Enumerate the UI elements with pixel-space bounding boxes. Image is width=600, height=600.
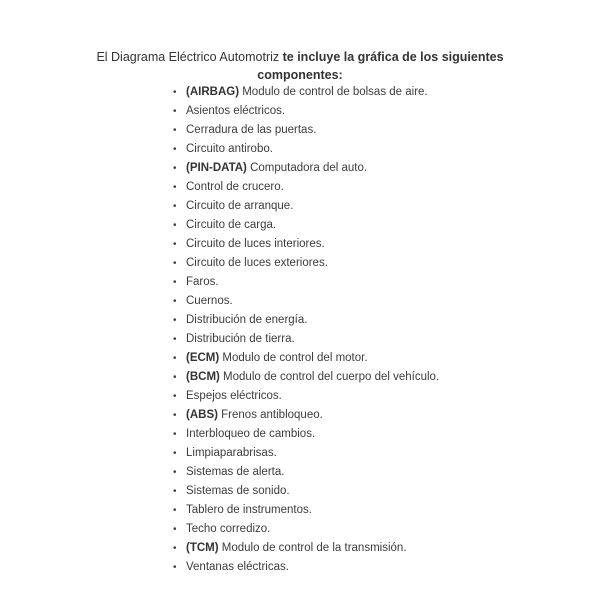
bullet-icon: • (173, 505, 177, 516)
list-item (173, 178, 439, 197)
component-description: Computadora del auto. (246, 162, 368, 174)
component-description: Modulo de control de bolsas de aire. (239, 86, 428, 98)
list-item (173, 140, 439, 159)
bullet-icon: • (173, 315, 177, 326)
component-description: Distribución de energía. (186, 314, 308, 326)
list-item (173, 121, 439, 140)
list-item (173, 482, 439, 501)
list-item (173, 425, 439, 444)
component-description: Circuito de luces exteriores. (186, 257, 328, 269)
list-item (173, 387, 439, 406)
bullet-icon: • (173, 524, 177, 535)
list-item (173, 159, 439, 178)
list-item (173, 330, 439, 349)
bullet-icon: • (173, 543, 177, 554)
bullet-icon: • (173, 448, 177, 459)
component-code: (PIN-DATA) (186, 162, 247, 174)
component-description: Interbloqueo de cambios. (186, 428, 316, 440)
component-description: Faros. (186, 276, 219, 288)
component-description: Circuito antirobo. (186, 143, 273, 155)
component-code: (BCM) (186, 371, 220, 383)
list-item (173, 235, 439, 254)
list-item (173, 463, 439, 482)
intro-bold-text: te incluye la gráfica de los siguientes componentes: (257, 49, 504, 82)
component-description: Sistemas de alerta. (186, 466, 285, 478)
bullet-icon: • (173, 410, 177, 421)
component-description: Espejos eléctricos. (186, 390, 282, 402)
component-description: Circuito de luces interiores. (186, 238, 325, 250)
bullet-icon: • (173, 144, 177, 155)
list-item (173, 406, 439, 425)
bullet-icon: • (173, 220, 177, 231)
list-item (173, 254, 439, 273)
bullet-icon: • (173, 429, 177, 440)
bullet-icon: • (173, 334, 177, 345)
component-description: Modulo de control del motor. (219, 352, 368, 364)
list-item (173, 444, 439, 463)
bullet-icon: • (173, 201, 177, 212)
bullet-icon: • (173, 239, 177, 250)
bullet-icon: • (173, 562, 177, 573)
component-description: Ventanas eléctricas. (186, 561, 289, 573)
list-item (173, 216, 439, 235)
component-description: Limpiaparabrisas. (186, 447, 277, 459)
bullet-icon: • (173, 277, 177, 288)
component-description: Frenos antibloqueo. (217, 409, 323, 421)
bullet-icon: • (173, 296, 177, 307)
component-description: Circuito de carga. (186, 219, 277, 231)
bullet-icon: • (173, 258, 177, 269)
bullet-icon: • (173, 87, 177, 98)
component-description: Techo corredizo. (186, 523, 271, 535)
component-description: Cerradura de las puertas. (186, 124, 317, 136)
component-code: (ABS) (186, 409, 218, 421)
list-item (173, 273, 439, 292)
component-description: Sistemas de sonido. (186, 485, 290, 497)
list-item (173, 368, 439, 387)
list-item (173, 539, 439, 558)
component-description: Circuito de arranque. (186, 200, 294, 212)
bullet-icon: • (173, 486, 177, 497)
list-item (173, 83, 439, 102)
list-item (173, 501, 439, 520)
component-description: Control de crucero. (186, 181, 284, 193)
list-item (173, 520, 439, 539)
component-description: Modulo de control del cuerpo del vehículo. (219, 371, 440, 383)
bullet-icon: • (173, 467, 177, 478)
component-description: Asientos eléctricos. (186, 105, 286, 117)
list-item (173, 197, 439, 216)
bullet-icon: • (173, 391, 177, 402)
bullet-icon: • (173, 182, 177, 193)
list-item (173, 558, 439, 577)
list-item (173, 349, 439, 368)
bullet-icon: • (173, 125, 177, 136)
bullet-icon: • (173, 372, 177, 383)
component-description: Distribución de tierra. (186, 333, 295, 345)
list-item (173, 102, 439, 121)
component-description: Cuernos. (186, 295, 233, 307)
intro-plain-text: El Diagrama Eléctrico Automotriz (96, 49, 283, 64)
component-description: Modulo de control de la transmisión. (218, 542, 407, 554)
component-code: (AIRBAG) (186, 86, 240, 98)
intro-paragraph (60, 48, 540, 84)
component-description: Tablero de instrumentos. (186, 504, 312, 516)
components-list (173, 83, 439, 577)
list-item (173, 292, 439, 311)
bullet-icon: • (173, 163, 177, 174)
list-item (173, 311, 439, 330)
bullet-icon: • (173, 353, 177, 364)
component-code: (TCM) (186, 542, 219, 554)
bullet-icon: • (173, 106, 177, 117)
component-code: (ECM) (186, 352, 220, 364)
